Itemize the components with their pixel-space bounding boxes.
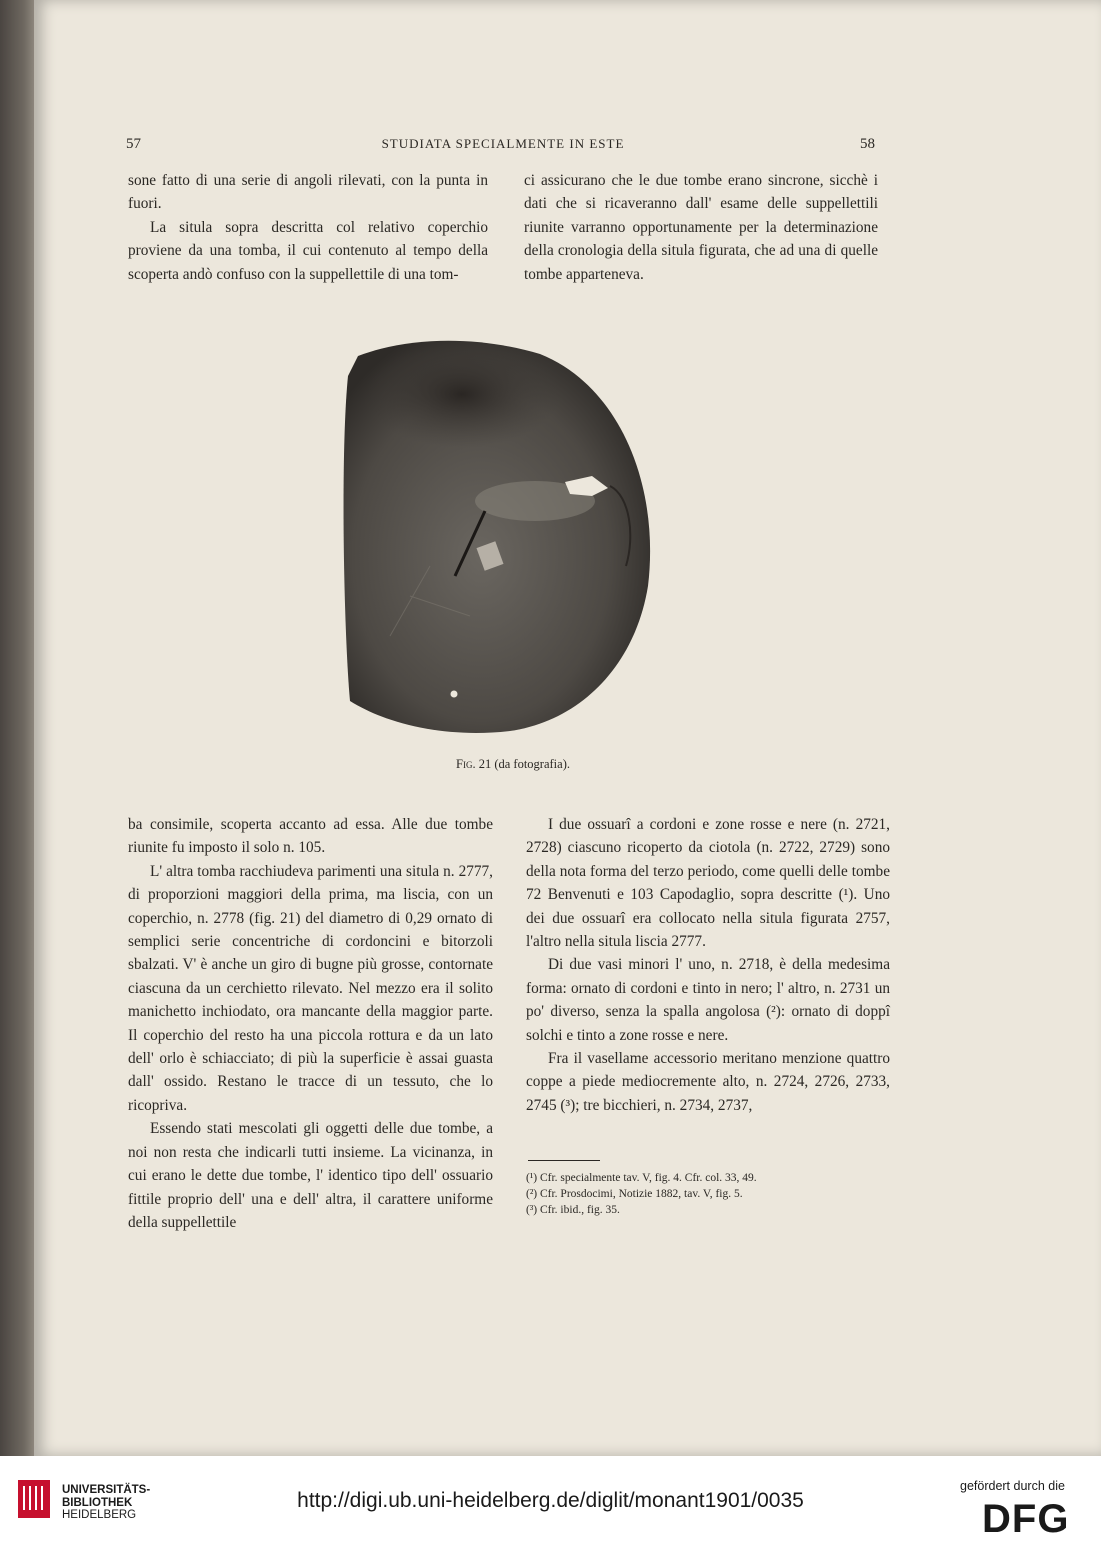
logo-line: UNIVERSITÄTS- [62,1484,151,1496]
page-number-left: 57 [126,136,141,152]
footnote-rule [528,1160,600,1161]
top-right-column [524,169,878,286]
funded-by-label: gefördert durch die [960,1479,1065,1493]
bottom-left-column [128,813,493,1234]
book-spine [0,0,34,1456]
page-number-right: 58 [860,136,875,152]
paragraph: L' altra tomba racchiudeva parimenti una situla n. 2777, di proporzioni maggiori della prima, ma liscia, con un coperchio, n. 2778 (fig. 21) del diametro di 0,29 ornato di semplici serie concentriche di cordoncini e bitorzoli sbalzati. V' è anche un giro di bugne più grosse, contornate ciascuna da un cerchietto rilevato. Nel mezzo era il solito manichetto inchiodato, ora mancante della maggior parte. Il coperchio del resto ha una piccola rottura e da un lato dell' orlo è schiacciato; di più la superficie è assai guasta dall' ossido. Restano le tracce di un tessuto, che lo ricopriva. [128,862,493,1114]
paragraph: sone fatto di una serie di angoli rilevati, con la punta in fuori. [128,172,488,213]
paragraph: Essendo stati mescolati gli oggetti delle due tombe, a noi non resta che indicarli tutti insieme. La vicinanza, in cui erano le dette due tombe, l' identico tipo dell' ossuario fittile proprio dell' una e dell' altra, il carattere uniforme della suppellettile [128,1120,493,1231]
paragraph: La situla sopra descritta col relativo coperchio proviene da una tomba, il cui contenuto al tempo della scoperta andò confuso con la suppellettile di una tom- [128,218,488,283]
footnote: (²) Cfr. Prosdocimi, Notizie 1882, tav. V, fig. 5. [526,1187,743,1200]
bottom-right-column [526,813,890,1117]
figure-caption [438,757,588,772]
top-left-column [128,169,488,286]
paragraph: ci assicurano che le due tombe erano sincrone, sicchè i dati che si ricaveranno dall' esame delle suppellettili riunite varranno opportunamente per la determinazione della cronologia della situla figurata, che ad una di quelle tombe apparteneva. [524,172,878,283]
paragraph: I due ossuarî a cordoni e zone rosse e nere (n. 2721, 2728) ciascuno ricoperto da ciotola (n. 2722, 2729) sono della nota forma del terzo periodo, come quelli delle tombe 72 Benvenuti e 103 Capodaglio, sopra descritte (¹). Uno dei due ossuarî era collocato nella situla figurata 2757, l'altro nella situla liscia 2777. [526,816,890,951]
footnote: (³) Cfr. ibid., fig. 35. [526,1203,620,1216]
running-head: STUDIATA SPECIALMENTE IN ESTE [381,136,625,151]
dfg-logo: DFG [982,1497,1070,1541]
caption-rest: (da fotografia). [494,757,570,771]
permalink-url[interactable]: http://digi.ub.uni-heidelberg.de/diglit/monant1901/0035 [297,1489,804,1512]
footnote: (¹) Cfr. specialmente tav. V, fig. 4. Cfr. col. 33, 49. [526,1172,757,1184]
paragraph: Fra il vasellame accessorio meritano menzione quattro coppe a piede mediocremente alto, n. 2724, 2726, 2733, 2745 (³); tre bicchieri, n. 2734, 2737, [526,1050,890,1114]
caption-label: Fig. 21 [456,757,492,771]
paragraph: Di due vasi minori l' uno, n. 2718, è della medesima forma: ornato di cordoni e tinto in nero; l' altro, n. 2731 un po' diverso, senza la spalla angolosa (²): ornato di doppî solchi e tinto a zone rosse e nere. [526,956,890,1044]
logo-line: BIBLIOTHEK [62,1496,133,1509]
footnotes [526,1171,757,1218]
paragraph: ba consimile, scoperta accanto ad essa. Alle due tombe riunite fu imposto il solo n. 105. [128,816,493,857]
logo-line: HEIDELBERG [62,1509,137,1521]
figure-photo [330,336,655,736]
